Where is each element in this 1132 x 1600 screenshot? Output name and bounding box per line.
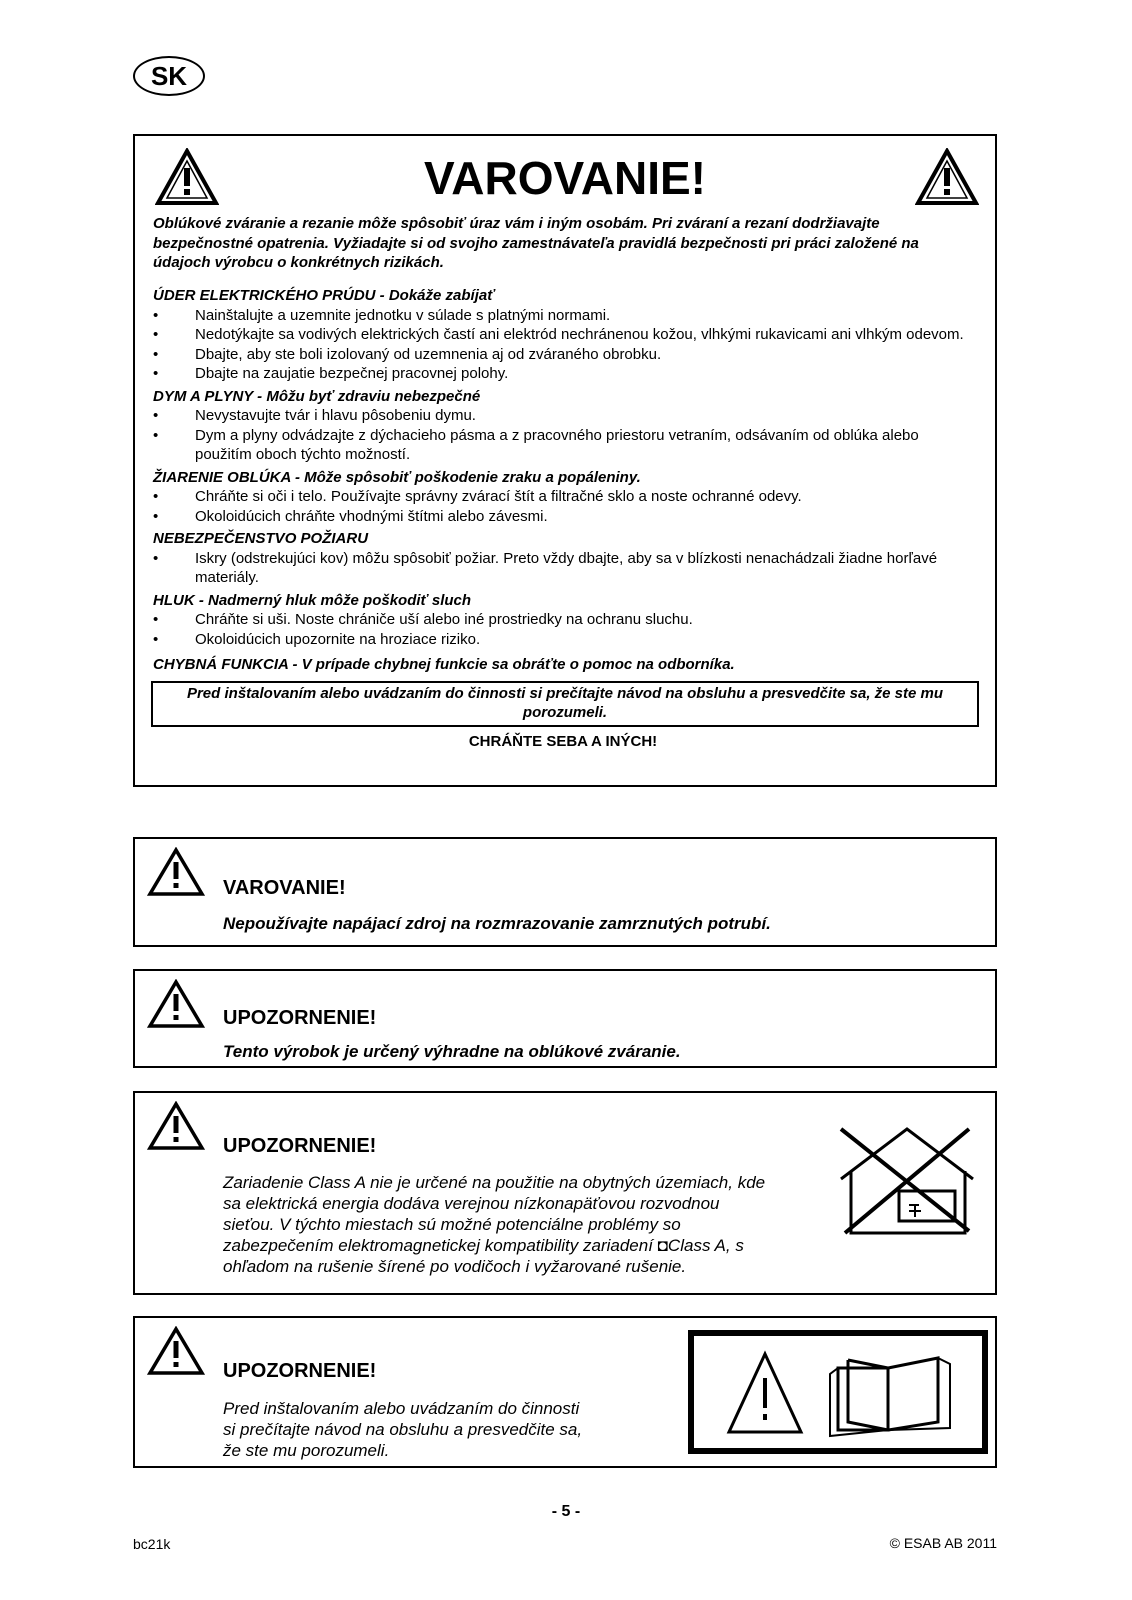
read-manual-box: Pred inštalovaním alebo uvádzaním do činnosti si prečítajte návod na obsluhu a presvedčite sa, že ste mu porozumeli. [151, 681, 979, 727]
hazard-item: • Nevystavujte tvár i hlavu pôsobeniu dymu. [153, 407, 476, 424]
no-residential-use-icon [837, 1123, 977, 1235]
bullet: • [153, 326, 159, 343]
hazard-item: • Dbajte na zaujatie bezpečnej pracovnej polohy. [153, 365, 509, 382]
hazard-item: • Chráňte si oči i telo. Používajte správny zvárací štít a filtračné sklo a noste ochranné odevy. [153, 488, 802, 505]
main-warning-box [133, 134, 997, 787]
notice-text: Tento výrobok je určený výhradne na oblúkové zváranie. [223, 1042, 681, 1061]
warning-triangle-icon [147, 1326, 205, 1376]
hazard-title: DYM A PLYNY - Môžu byť zdraviu nebezpečné [153, 387, 481, 405]
hazard-list [153, 286, 973, 751]
notice-title: VAROVANIE! [223, 877, 346, 899]
bullet: • [153, 345, 159, 363]
document-code: bc21k [133, 1536, 171, 1552]
hazard-item: • Nedotýkajte sa vodivých elektrických častí ani elektród nechránenou kožou, vlhkými rukavicami ani vlhkým odevom. [153, 326, 964, 343]
bullet: • [153, 488, 159, 505]
bullet: • [153, 630, 159, 648]
main-warning-title: VAROVANIE! [424, 152, 706, 204]
warning-triangle-icon [147, 1101, 205, 1151]
hazard-title: CHYBNÁ FUNKCIA - V prípade chybnej funkcie sa obráťte o pomoc na odborníka. [153, 656, 735, 673]
bullet: • [153, 611, 159, 628]
notice-text: Pred inštalovaním alebo uvádzaním do činnosti si prečítajte návod na obsluhu a presvedčite sa, že ste mu porozumeli. [223, 1399, 583, 1460]
hazard-item: • Nainštalujte a uzemnite jednotku v súlade s platnými normami. [153, 306, 611, 324]
bullet: • [153, 549, 159, 567]
hazard-item: • Dbajte, aby ste boli izolovaný od uzemnenia aj od zváraného obrobku. [153, 345, 662, 363]
warning-intro: Oblúkové zváranie a rezanie môže spôsobiť úraz vám i iným osobám. Pri zváraní a rezaní dodržiavajte bezpečnostné opatrenia. Vyžiadajte si od svojho zamestnávateľa pravidlá bezpečnosti pri práci založené na údajoch výrobcu o konkrétnych rizikách. [153, 215, 919, 271]
notice-text: Zariadenie Class A nie je určené na použitie na obytných územiach, kde sa elektrická energia dodáva verejnou nízkonapäťovou rozvodnou sieťou. V týchto miestach sú možné potenciálne problémy so zabezpečením elektromagnetickej kompatibility zariadení ◘Class A, s ohľadom na rušenie šírené po vodičoch i vyžarované rušenie. [223, 1173, 766, 1276]
hazard-title: ÚDER ELEKTRICKÉHO PRÚDU - Dokáže zabíjať [153, 287, 495, 304]
hazard-item: • Iskry (odstrekujúci kov) môžu spôsobiť požiar. Preto vždy dbajte, aby sa v blízkosti nenachádzali žiadne horľavé materiály. [153, 549, 938, 586]
warning-triangle-icon [147, 979, 205, 1029]
read-manual-icon [688, 1330, 988, 1454]
bullet: • [153, 426, 159, 444]
page-number: - 5 - [551, 1503, 581, 1520]
language-badge: SK [133, 56, 205, 96]
bullet: • [153, 365, 159, 382]
warning-triangle-icon [915, 148, 979, 206]
bullet: • [153, 306, 159, 324]
notice-title: UPOZORNENIE! [223, 1007, 377, 1029]
copyright: © ESAB AB 2011 [889, 1535, 997, 1551]
warning-triangle-icon [147, 847, 205, 897]
notice-box-read-manual [133, 1316, 997, 1468]
notice-box-class-a [133, 1091, 997, 1295]
notice-box-frozen-pipes [133, 837, 997, 947]
notice-title: UPOZORNENIE! [223, 1135, 377, 1157]
bullet: • [153, 407, 159, 424]
hazard-item: • Dym a plyny odvádzajte z dýchacieho pásma a z pracovného priestoru vetraním, odsávaním od oblúka alebo použitím oboch týchto možností. [153, 426, 919, 463]
hazard-title: NEBEZPEČENSTVO POŽIARU [153, 530, 369, 547]
notice-text: Nepoužívajte napájací zdroj na rozmrazovanie zamrznutých potrubí. [223, 914, 771, 933]
hazard-title: ŽIARENIE OBLÚKA - Môže spôsobiť poškodenie zraku a popáleniny. [153, 468, 641, 486]
bullet: • [153, 507, 159, 525]
hazard-title: HLUK - Nadmerný hluk môže poškodiť sluch [153, 591, 472, 609]
notice-box-arc-welding [133, 969, 997, 1068]
hazard-item: • Chráňte si uši. Noste chrániče uší alebo iné prostriedky na ochranu sluchu. [153, 611, 693, 628]
hazard-item: • Okoloidúcich upozornite na hroziace riziko. [153, 630, 481, 648]
notice-title: UPOZORNENIE! [223, 1360, 377, 1382]
hazard-item: • Okoloidúcich chráňte vhodnými štítmi alebo závesmi. [153, 507, 548, 525]
protect-slogan: CHRÁŇTE SEBA A INÝCH! [468, 732, 658, 750]
